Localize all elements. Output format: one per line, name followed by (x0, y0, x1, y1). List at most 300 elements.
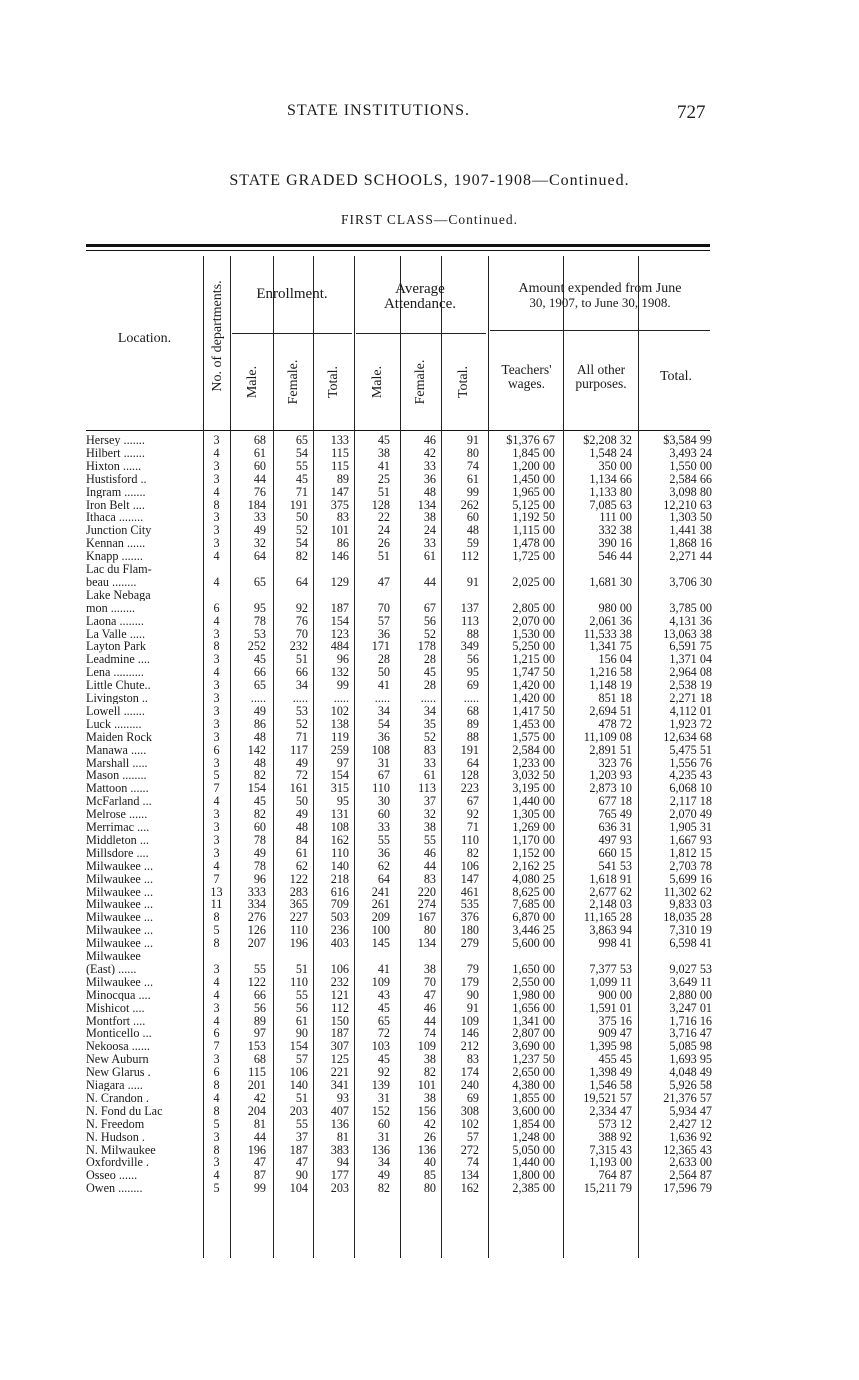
enroll-female-cell: 140 (289, 1078, 308, 1092)
departments-cell: 4 (213, 613, 220, 628)
attend-total-cell: 90 (466, 987, 479, 1002)
enroll-male-cell: 184 (247, 497, 266, 512)
enroll-total-cell: 95 (336, 794, 349, 809)
location-cell: N. Fond du Lac (86, 1104, 163, 1118)
enroll-total-cell: 93 (336, 1090, 349, 1105)
location-cell-cont: beau ........ (86, 575, 137, 589)
enroll-total-cell: 232 (330, 974, 349, 989)
location-cell: Maiden Rock (86, 730, 153, 744)
teachers-wages-cell: 3,032 50 (512, 768, 555, 783)
enroll-male-cell: 78 (253, 613, 266, 628)
enroll-female-cell: 104 (289, 1181, 308, 1196)
enroll-female-cell: 110 (290, 923, 308, 938)
enroll-female-cell: 154 (289, 1039, 308, 1054)
location-cell: Milwaukee ... (86, 937, 154, 950)
enroll-male-cell: 65 (253, 574, 266, 589)
total-cell: 6,591 75 (669, 639, 712, 654)
attend-male-cell: 67 (377, 768, 390, 783)
enroll-male-cell: 49 (253, 523, 266, 538)
enroll-female-cell: 62 (295, 858, 308, 873)
teachers-wages-cell: 1,170 00 (512, 832, 555, 847)
attend-male-cell: 72 (377, 1026, 390, 1041)
teachers-wages-cell: 2,807 00 (512, 1026, 555, 1041)
enroll-female-cell: 227 (289, 910, 308, 925)
teachers-wages-cell: 1,420 00 (512, 678, 555, 693)
other-purposes-cell: 375 16 (598, 1013, 632, 1028)
teachers-wages-cell: 1,854 00 (512, 1116, 555, 1131)
attend-male-cell: 38 (377, 445, 390, 460)
attend-male-cell: 65 (377, 1013, 390, 1028)
attend-male-cell: 51 (377, 484, 390, 499)
enroll-total-cell: 218 (330, 871, 349, 886)
departments-cell: 13 (210, 884, 223, 899)
attend-female-cell: 38 (423, 510, 436, 525)
attend-male-cell: 60 (377, 807, 390, 822)
total-cell: 2,117 18 (669, 794, 712, 809)
enroll-total-cell: 403 (330, 936, 349, 951)
departments-cell: 6 (213, 742, 220, 757)
enroll-female-cell: 64 (295, 574, 308, 589)
location-cell: Milwaukee ... (86, 898, 154, 911)
other-purposes-cell: 2,334 47 (589, 1103, 632, 1118)
enroll-total-cell: 83 (336, 510, 349, 525)
attend-male-cell: 145 (371, 936, 390, 951)
departments-cell: 4 (213, 665, 220, 680)
location-cell: Osseo ...... (86, 1169, 138, 1182)
location-cell: Millsdore .... (86, 846, 149, 860)
enroll-total-cell: 221 (330, 1065, 349, 1080)
enroll-male-cell: 334 (247, 897, 266, 912)
total-cell: 12,365 43 (663, 1142, 712, 1157)
enroll-female-cell: 51 (295, 961, 308, 976)
departments-cell: 3 (213, 471, 220, 486)
teachers-wages-cell: 1,530 00 (512, 626, 555, 641)
teachers-wages-cell: 7,685 00 (512, 897, 555, 912)
attend-female-cell: 33 (423, 536, 436, 551)
location-cell: Lowell ....... (86, 704, 145, 718)
attend-total-cell: 95 (466, 665, 479, 680)
total-cell: 5,699 16 (669, 871, 712, 886)
attend-total-cell: 146 (460, 1026, 479, 1041)
departments-cell: 8 (213, 910, 220, 925)
other-purposes-cell: 11,533 38 (583, 626, 632, 641)
attend-total-cell: 113 (461, 613, 479, 628)
attend-total-cell: 91 (466, 1000, 479, 1015)
other-purposes-cell: 2,891 51 (589, 742, 632, 757)
enroll-male-cell: 47 (253, 1155, 266, 1170)
attend-total-cell: 60 (466, 510, 479, 525)
location-cell: Milwaukee ... (86, 859, 154, 873)
departments-cell: 4 (213, 1013, 220, 1028)
teachers-wages-cell: 1,650 00 (512, 961, 555, 976)
enroll-male-cell: 66 (253, 665, 266, 680)
total-cell: 4,048 49 (669, 1065, 712, 1080)
attend-male-cell: 54 (377, 716, 390, 731)
other-purposes-cell: $2,208 32 (583, 433, 632, 447)
total-cell: 12,634 68 (663, 729, 712, 744)
enroll-female-cell: 56 (295, 1000, 308, 1015)
attend-total-cell: 376 (460, 910, 479, 925)
total-cell: 2,538 19 (669, 678, 712, 693)
enroll-total-cell: 315 (330, 781, 349, 796)
other-purposes-cell: 478 72 (598, 716, 632, 731)
other-purposes-cell: 2,677 62 (589, 884, 632, 899)
header-attend-total: Total. (456, 365, 471, 399)
enroll-total-cell: 484 (330, 639, 349, 654)
enroll-male-cell: 64 (253, 549, 266, 564)
total-cell: 1,923 72 (669, 716, 712, 731)
enroll-total-cell: 94 (336, 1155, 349, 1170)
other-purposes-cell: 1,398 49 (589, 1065, 632, 1080)
location-cell: N. Freedom (86, 1117, 145, 1131)
enroll-total-cell: 121 (330, 987, 349, 1002)
enroll-male-cell: 48 (253, 729, 266, 744)
departments-cell: 3 (213, 716, 220, 731)
location-cell: Milwaukee ... (86, 911, 154, 924)
header-departments: No. of departments. (210, 280, 225, 392)
enroll-female-cell: 34 (295, 678, 308, 693)
teachers-wages-cell: 1,200 00 (512, 458, 555, 473)
column-divider (313, 256, 314, 1258)
attend-female-cell: 156 (417, 1103, 436, 1118)
enroll-total-cell: 99 (336, 678, 349, 693)
other-purposes-cell: 350 00 (598, 458, 632, 473)
attend-male-cell: 103 (371, 1039, 390, 1054)
location-cell: Mason ........ (86, 769, 147, 782)
attend-total-cell: 179 (460, 974, 479, 989)
teachers-wages-cell: 4,080 25 (512, 871, 555, 886)
other-purposes-cell: 1,548 24 (589, 445, 632, 460)
enroll-male-cell: 76 (253, 484, 266, 499)
attend-female-cell: 178 (417, 639, 436, 654)
enroll-female-cell: 49 (295, 807, 308, 822)
enroll-male-cell: 32 (253, 536, 266, 551)
enroll-total-cell: 503 (330, 910, 349, 925)
teachers-wages-cell: 2,162 25 (512, 858, 555, 873)
departments-cell: 3 (213, 729, 220, 744)
attend-male-cell: 43 (377, 987, 390, 1002)
enroll-female-cell: 65 (295, 433, 308, 447)
enroll-male-cell: 154 (247, 781, 266, 796)
attend-male-cell: 50 (377, 665, 390, 680)
location-cell: Mattoon ...... (86, 782, 149, 795)
attend-female-cell: 44 (423, 574, 436, 589)
other-purposes-cell: 1,216 58 (589, 665, 632, 680)
location-cell: Lena .......... (86, 666, 144, 679)
attend-female-cell: 220 (417, 884, 436, 899)
total-cell: 4,112 01 (669, 703, 712, 718)
enroll-male-cell: 87 (253, 1168, 266, 1183)
other-purposes-cell: 1,618 91 (589, 871, 632, 886)
enroll-female-cell: 161 (289, 781, 308, 796)
header-enroll-male: Male. (245, 365, 260, 399)
location-cell: Iron Belt .... (86, 498, 145, 511)
teachers-wages-cell: $1,376 67 (506, 433, 555, 447)
attend-total-cell: 57 (466, 1129, 479, 1144)
departments-cell: 3 (213, 1129, 220, 1144)
column-divider (638, 256, 639, 1258)
enroll-total-cell: 146 (330, 549, 349, 564)
enroll-female-cell: 47 (295, 1155, 308, 1170)
attend-female-cell: 83 (423, 871, 436, 886)
enroll-total-cell: 187 (330, 1026, 349, 1041)
enroll-female-cell: 61 (295, 1013, 308, 1028)
attend-total-cell: 79 (466, 961, 479, 976)
enroll-male-cell: 65 (253, 678, 266, 693)
departments-cell: 3 (213, 961, 220, 976)
header-amount-line1: Amount expended from June (518, 281, 682, 296)
enroll-male-cell: 60 (253, 820, 266, 834)
other-purposes-cell: 19,521 57 (583, 1090, 632, 1105)
enroll-male-cell: 45 (253, 652, 266, 667)
total-cell: 6,598 41 (669, 936, 712, 951)
location-cell: La Valle ..... (86, 627, 146, 640)
teachers-wages-cell: 5,600 00 (512, 936, 555, 951)
attend-female-cell: 33 (423, 755, 436, 770)
other-purposes-cell: 1,148 19 (589, 678, 632, 693)
total-cell: 4,235 43 (669, 768, 712, 783)
total-cell: 1,812 15 (669, 845, 712, 860)
departments-cell: 6 (213, 1065, 220, 1080)
enroll-male-cell: 44 (253, 1129, 266, 1144)
attend-total-cell: 191 (460, 742, 479, 757)
location-cell: Milwaukee ... (86, 924, 154, 937)
attend-male-cell: 82 (377, 1181, 390, 1196)
teachers-wages-cell: 1,248 00 (512, 1129, 555, 1144)
departments-cell: 5 (213, 768, 220, 783)
attend-female-cell: 61 (423, 768, 436, 783)
departments-cell: 3 (213, 703, 220, 718)
departments-cell: 6 (213, 1026, 220, 1041)
location-cell: N. Milwaukee (86, 1143, 156, 1156)
attend-female-cell: 55 (423, 832, 436, 847)
total-cell: 2,964 08 (669, 665, 712, 680)
teachers-wages-cell: 1,845 00 (512, 445, 555, 460)
attend-male-cell: 261 (371, 897, 390, 912)
enroll-female-cell: 37 (295, 1129, 308, 1144)
attend-total-cell: 147 (460, 871, 479, 886)
location-cell: Monticello ... (86, 1027, 152, 1040)
departments-cell: 3 (213, 820, 220, 834)
attend-female-cell: 37 (423, 794, 436, 809)
enroll-male-cell: 252 (247, 639, 266, 654)
attend-female-cell: 52 (423, 729, 436, 744)
total-cell: 3,098 80 (669, 484, 712, 499)
enroll-total-cell: 102 (330, 703, 349, 718)
attend-total-cell: 74 (466, 458, 479, 473)
attend-male-cell: 209 (371, 910, 390, 925)
location-cell: N. Hudson . (86, 1130, 145, 1143)
other-purposes-cell: 7,377 53 (589, 961, 632, 976)
teachers-wages-cell: 1,305 00 (512, 807, 555, 822)
enroll-total-cell: 97 (336, 755, 349, 770)
total-cell: 5,926 58 (669, 1078, 712, 1092)
departments-cell: 8 (213, 936, 220, 951)
attend-female-cell: 38 (423, 1052, 436, 1067)
attend-female-cell: 56 (423, 613, 436, 628)
attend-female-cell: 46 (423, 433, 436, 447)
total-cell: 1,303 50 (669, 510, 712, 525)
total-cell: $3,584 99 (663, 433, 712, 447)
location-cell: Montfort .... (86, 1014, 146, 1027)
other-purposes-cell: 323 76 (598, 755, 632, 770)
enroll-male-cell: 126 (247, 923, 266, 938)
other-purposes-cell: 573 12 (598, 1116, 632, 1131)
attend-total-cell: 69 (466, 678, 479, 693)
location-cell: Livingston .. (86, 692, 148, 705)
other-purposes-cell: 2,061 36 (589, 613, 632, 628)
header-location: Location. (117, 331, 172, 346)
departments-cell: 4 (213, 1090, 220, 1105)
total-cell: 1,905 31 (669, 820, 712, 834)
attend-male-cell: 136 (371, 1142, 390, 1157)
attend-male-cell: 171 (371, 639, 390, 654)
enroll-male-cell: 33 (253, 510, 266, 525)
enroll-total-cell: 86 (336, 536, 349, 551)
departments-cell: 6 (213, 600, 220, 615)
departments-cell: 11 (210, 897, 223, 912)
enroll-total-cell: 106 (330, 961, 349, 976)
enroll-female-cell: 50 (295, 794, 308, 809)
header-teachers-wages-2: wages. (507, 376, 546, 391)
attend-total-cell: 272 (460, 1142, 479, 1157)
enroll-female-cell: 82 (295, 549, 308, 564)
departments-cell: 7 (213, 871, 220, 886)
departments-cell: 3 (213, 510, 220, 525)
enroll-total-cell: 709 (330, 897, 349, 912)
attend-male-cell: 22 (377, 510, 390, 525)
enroll-total-cell: 119 (331, 729, 349, 744)
attend-female-cell: 83 (423, 742, 436, 757)
enroll-female-cell: 283 (289, 884, 308, 899)
running-title: STATE INSTITUTIONS. (287, 102, 471, 119)
attend-female-cell: 134 (417, 936, 436, 951)
total-cell: 12,210 63 (663, 497, 712, 512)
attend-total-cell: 82 (466, 845, 479, 860)
attend-total-cell: 112 (461, 549, 479, 564)
attend-total-cell: 109 (460, 1013, 479, 1028)
other-purposes-cell: 388 92 (598, 1129, 632, 1144)
location-cell: Milwaukee (86, 950, 141, 963)
enroll-female-cell: 84 (295, 832, 308, 847)
other-purposes-cell: 636 31 (598, 820, 632, 834)
attend-total-cell: 80 (466, 445, 479, 460)
enroll-female-cell: 55 (295, 987, 308, 1002)
enroll-male-cell: 55 (253, 961, 266, 976)
total-cell: 13,063 38 (663, 626, 712, 641)
enroll-female-cell: 71 (295, 729, 308, 744)
location-cell: Junction City (86, 524, 152, 537)
enroll-total-cell: 101 (330, 523, 349, 538)
enroll-male-cell: 276 (247, 910, 266, 925)
total-cell: 3,493 24 (669, 445, 712, 460)
enroll-total-cell: 154 (330, 768, 349, 783)
location-cell: Milwaukee ... (86, 975, 154, 989)
departments-cell: 5 (213, 1181, 220, 1196)
enroll-male-cell: 204 (247, 1103, 266, 1118)
enroll-female-cell: 50 (295, 510, 308, 525)
total-cell: 2,703 78 (669, 858, 712, 873)
teachers-wages-cell: 3,600 00 (512, 1103, 555, 1118)
enroll-male-cell: 207 (247, 936, 266, 951)
teachers-wages-cell: 1,965 00 (512, 484, 555, 499)
enroll-total-cell: 81 (336, 1129, 349, 1144)
teachers-wages-cell: 4,380 00 (512, 1078, 555, 1092)
teachers-wages-cell: 1,152 00 (512, 845, 555, 860)
attend-female-cell: 33 (423, 458, 436, 473)
attend-total-cell: 134 (460, 1168, 479, 1183)
total-cell: 9,833 03 (669, 897, 712, 912)
location-cell: Hersey ....... (86, 434, 145, 447)
teachers-wages-cell: 2,070 00 (512, 613, 555, 628)
enroll-male-cell: 201 (247, 1078, 266, 1092)
attend-female-cell: 42 (423, 1116, 436, 1131)
attend-total-cell: 83 (466, 1052, 479, 1067)
attend-male-cell: 31 (377, 1129, 390, 1144)
enroll-female-cell: 48 (295, 820, 308, 834)
departments-cell: 3 (213, 845, 220, 860)
other-purposes-cell: 2,873 10 (589, 781, 632, 796)
enroll-total-cell: 96 (336, 652, 349, 667)
enroll-total-cell: 131 (330, 807, 349, 822)
total-cell: 1,556 76 (669, 755, 712, 770)
enroll-male-cell: 49 (253, 703, 266, 718)
teachers-wages-cell: 1,215 00 (512, 652, 555, 667)
enroll-total-cell: 112 (331, 1000, 349, 1015)
attend-total-cell: 48 (466, 523, 479, 538)
attend-male-cell: 28 (377, 652, 390, 667)
enroll-male-cell: 97 (253, 1026, 266, 1041)
attend-male-cell: 41 (377, 458, 390, 473)
enroll-total-cell: 383 (330, 1142, 349, 1157)
attend-total-cell: 92 (466, 807, 479, 822)
attend-male-cell: 128 (371, 497, 390, 512)
enroll-total-cell: 147 (330, 484, 349, 499)
running-head (0, 102, 859, 126)
attend-total-cell: ..... (463, 691, 479, 705)
attend-male-cell: 30 (377, 794, 390, 809)
attend-female-cell: 44 (423, 1013, 436, 1028)
enroll-female-cell: 106 (289, 1065, 308, 1080)
departments-cell: 3 (213, 691, 220, 705)
attend-male-cell: 55 (377, 832, 390, 847)
attend-male-cell: 57 (377, 613, 390, 628)
enroll-male-cell: 82 (253, 768, 266, 783)
location-cell: Owen ........ (86, 1182, 143, 1195)
enroll-total-cell: 236 (330, 923, 349, 938)
departments-cell: 3 (213, 652, 220, 667)
other-purposes-cell: 15,211 79 (583, 1181, 632, 1196)
attend-female-cell: 35 (423, 716, 436, 731)
other-purposes-cell: 998 41 (598, 936, 632, 951)
attend-male-cell: 34 (377, 703, 390, 718)
other-purposes-cell: 546 44 (598, 549, 632, 564)
attend-total-cell: 106 (460, 858, 479, 873)
departments-cell: 8 (213, 1103, 220, 1118)
location-cell: Hixton ...... (86, 459, 142, 473)
attend-female-cell: 46 (423, 845, 436, 860)
page-title: STATE GRADED SCHOOLS, 1907-1908—Continued. (229, 172, 630, 189)
attend-female-cell: 74 (423, 1026, 436, 1041)
attend-total-cell: 128 (460, 768, 479, 783)
attend-male-cell: 62 (377, 858, 390, 873)
other-purposes-cell: 455 45 (598, 1052, 632, 1067)
teachers-wages-cell: 1,237 50 (512, 1052, 555, 1067)
enroll-male-cell: 68 (253, 1052, 266, 1067)
departments-cell: 5 (213, 923, 220, 938)
attend-female-cell: 26 (423, 1129, 436, 1144)
teachers-wages-cell: 2,805 00 (512, 600, 555, 615)
